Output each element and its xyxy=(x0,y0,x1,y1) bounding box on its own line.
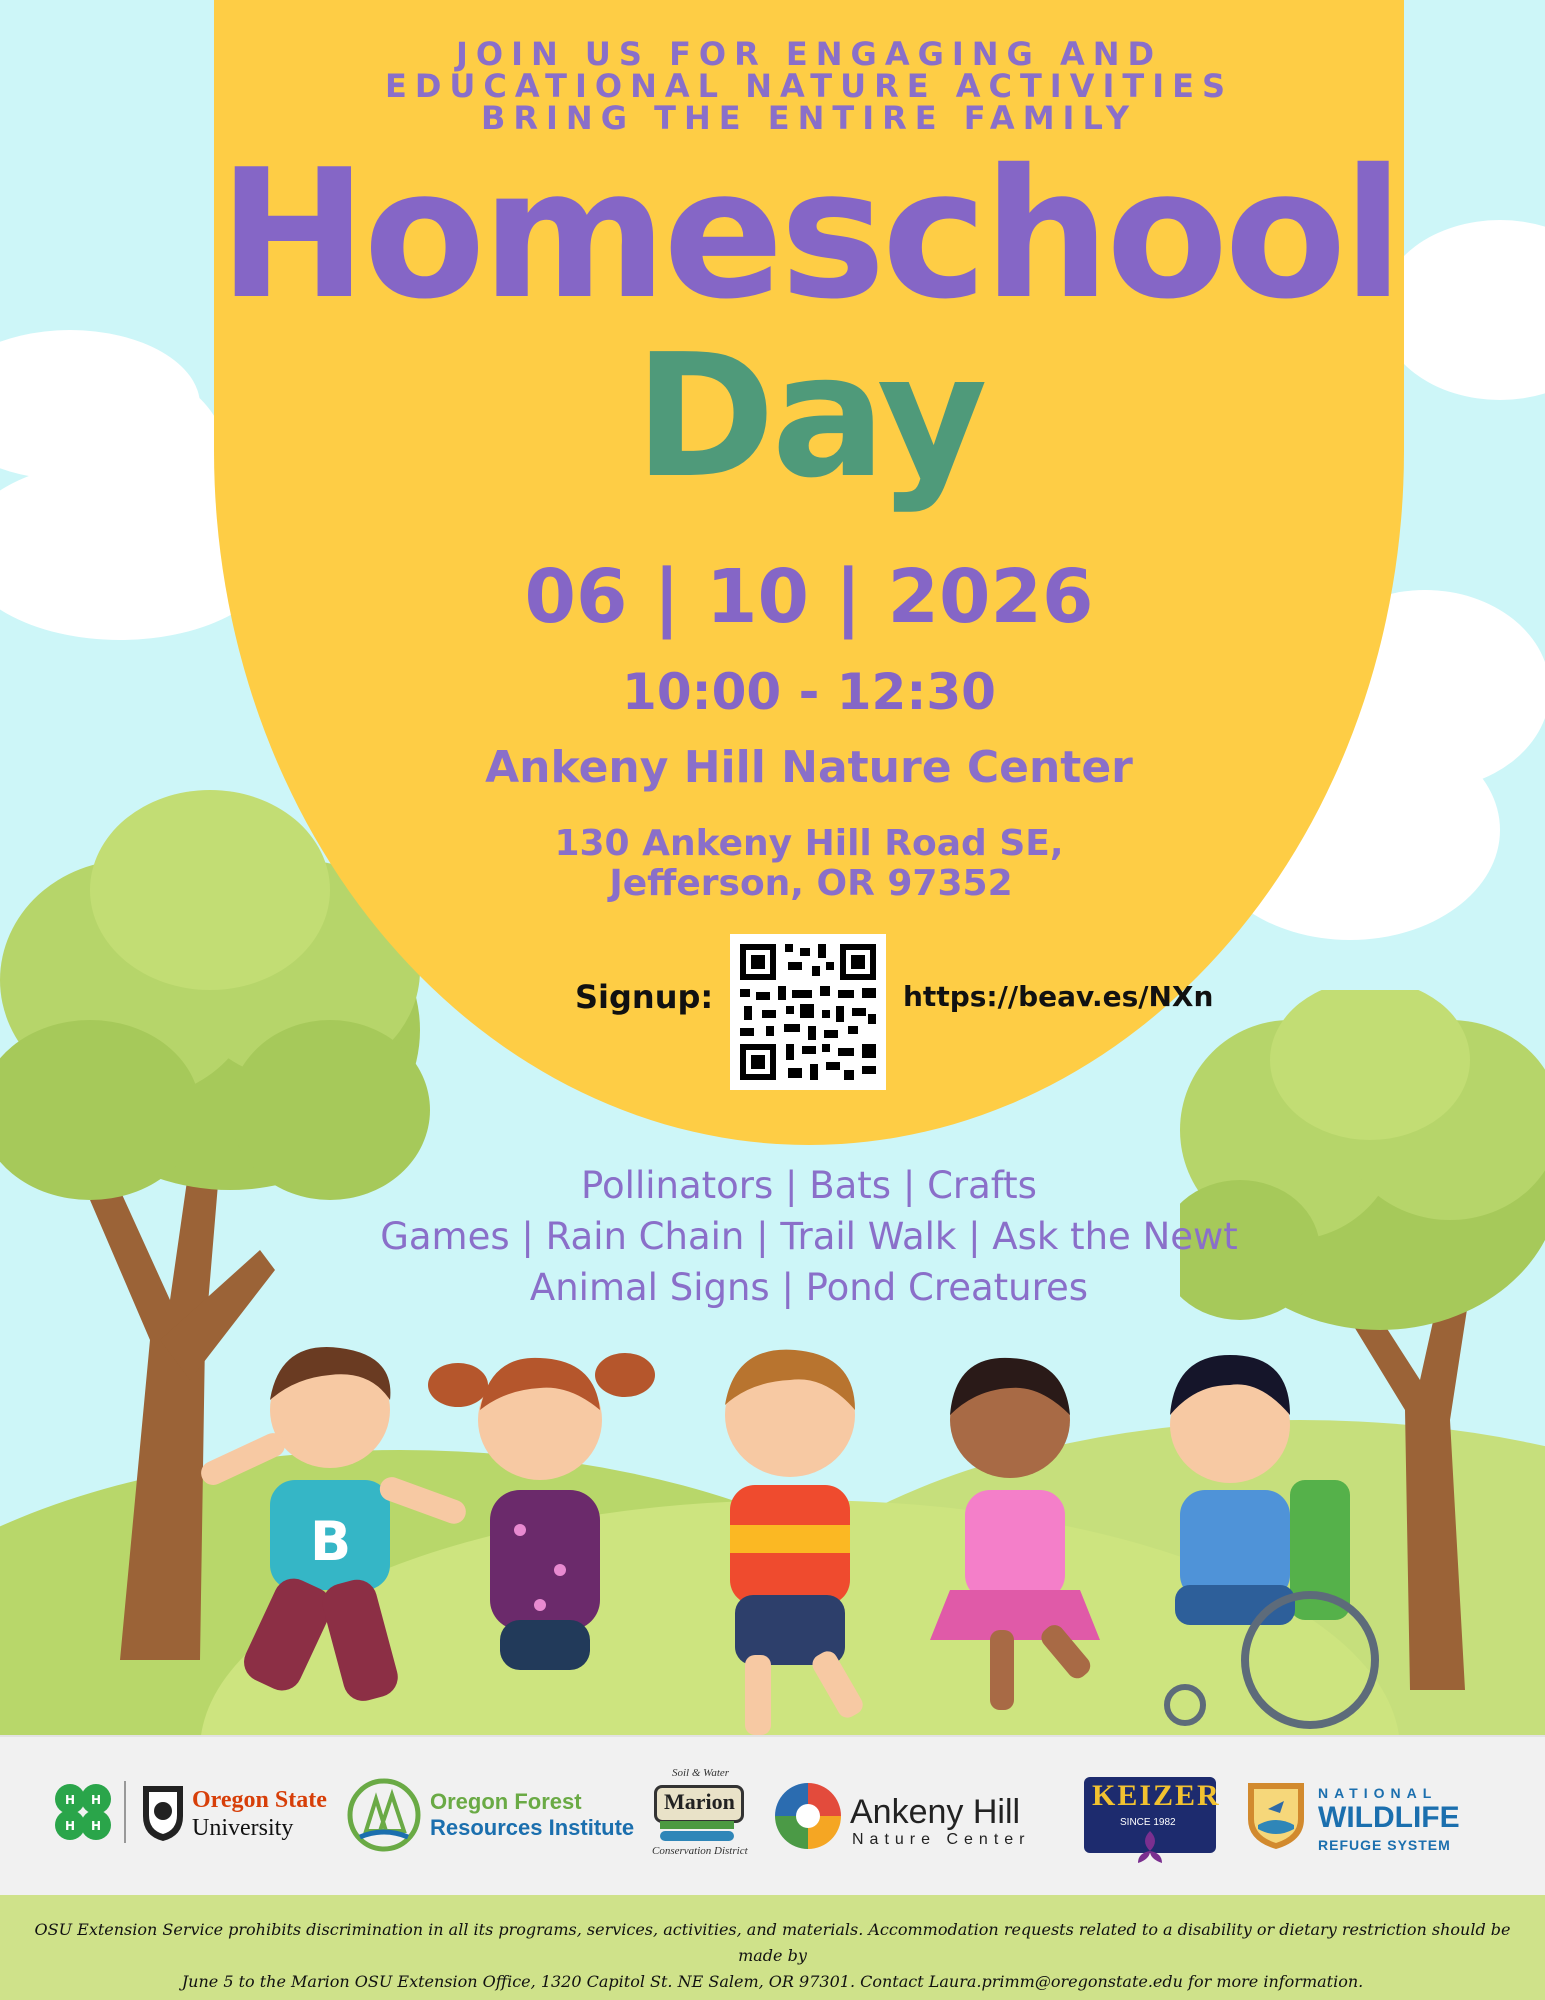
signup-qr-code[interactable] xyxy=(730,934,886,1090)
address-line-2: Jefferson, OR 97352 xyxy=(609,863,1013,904)
cloud-right xyxy=(1380,220,1545,400)
osu-name-line-1: Oregon State xyxy=(192,1787,327,1813)
event-date: 06 | 10 | 2026 xyxy=(524,554,1094,640)
tagline-line-2: EDUCATIONAL NATURE ACTIVITIES xyxy=(385,67,1233,105)
shirt-letter: B xyxy=(310,1510,352,1573)
svg-text:H: H xyxy=(91,1819,102,1833)
tagline xyxy=(214,35,1404,137)
tagline-line-1: JOIN US FOR ENGAGING AND xyxy=(455,35,1163,73)
ankeny-name-line-2: Nature Center xyxy=(852,1831,1031,1848)
activities-list xyxy=(214,1160,1404,1313)
children-illustration xyxy=(200,1330,1380,1735)
osu-seal-icon xyxy=(138,1781,188,1843)
keizer-since: SINCE 1982 xyxy=(1120,1817,1176,1828)
osu-name-line-2: University xyxy=(192,1815,294,1841)
signup-url-link[interactable]: https://beav.es/NXn xyxy=(903,980,1214,1013)
event-venue: Ankeny Hill Nature Center xyxy=(485,742,1133,793)
event-time: 10:00 - 12:30 xyxy=(622,663,996,721)
nwr-line-1: NATIONAL xyxy=(1318,1785,1438,1801)
activities-line-1: Pollinators | Bats | Crafts xyxy=(581,1164,1037,1207)
marion-arc-top: Soil & Water xyxy=(672,1767,730,1779)
footer xyxy=(0,1895,1545,2000)
svg-text:H: H xyxy=(91,1793,102,1807)
nwr-line-2: WILDLIFE xyxy=(1318,1801,1460,1834)
logo-divider xyxy=(124,1781,126,1843)
four-h-clover-icon xyxy=(50,1779,116,1845)
title-day: Day xyxy=(634,318,984,516)
ofri-tree-icon xyxy=(346,1777,422,1853)
title-homeschool: Homeschool xyxy=(218,131,1400,338)
kid-boy-left xyxy=(200,1347,469,1705)
footer-line-2: June 5 to the Marion OSU Extension Office, 1320 Capitol St. NE Salem, OR 97301. Contact Laura.primm@oregonstate.edu for more information. xyxy=(181,1972,1364,1991)
qr-code-icon xyxy=(730,934,886,1090)
keizer-iris-icon xyxy=(1134,1829,1166,1865)
activities-line-3: Animal Signs | Pond Creatures xyxy=(529,1266,1089,1309)
signup-label: Signup: xyxy=(575,978,714,1016)
ofri-name-line-1: Oregon Forest xyxy=(430,1789,582,1814)
marion-name: Marion xyxy=(664,1789,735,1814)
kid-girl-pink xyxy=(930,1358,1100,1710)
activities-line-2: Games | Rain Chain | Trail Walk | Ask the Newt xyxy=(380,1215,1238,1258)
nwr-line-3: REFUGE SYSTEM xyxy=(1318,1837,1451,1853)
kid-boy-wheelchair xyxy=(1167,1355,1375,1725)
footer-disclaimer xyxy=(30,1917,1515,1995)
kid-boy-center xyxy=(725,1350,866,1735)
footer-line-1: OSU Extension Service prohibits discrimination in all its programs, services, activities, and materials. Accommodation requests related to a disability or dietary restriction should be made by xyxy=(34,1920,1511,1965)
ankeny-name-line-1: Ankeny Hill xyxy=(850,1793,1021,1831)
marion-arc-bottom: Conservation District xyxy=(652,1845,748,1857)
keizer-name: KEIZER xyxy=(1092,1779,1221,1812)
svg-text:H: H xyxy=(65,1819,76,1833)
marion-water-icon xyxy=(660,1821,734,1843)
tagline-line-3: BRING THE ENTIRE FAMILY xyxy=(480,99,1138,137)
svg-text:H: H xyxy=(65,1793,76,1807)
event-address xyxy=(214,824,1404,904)
usfws-shield-icon xyxy=(1244,1779,1308,1851)
ofri-name-line-2: Resources Institute xyxy=(430,1815,635,1840)
ankeny-hill-logo-icon xyxy=(770,1781,846,1851)
sponsor-logo-bar xyxy=(0,1735,1545,1897)
address-line-1: 130 Ankeny Hill Road SE, xyxy=(554,823,1064,864)
